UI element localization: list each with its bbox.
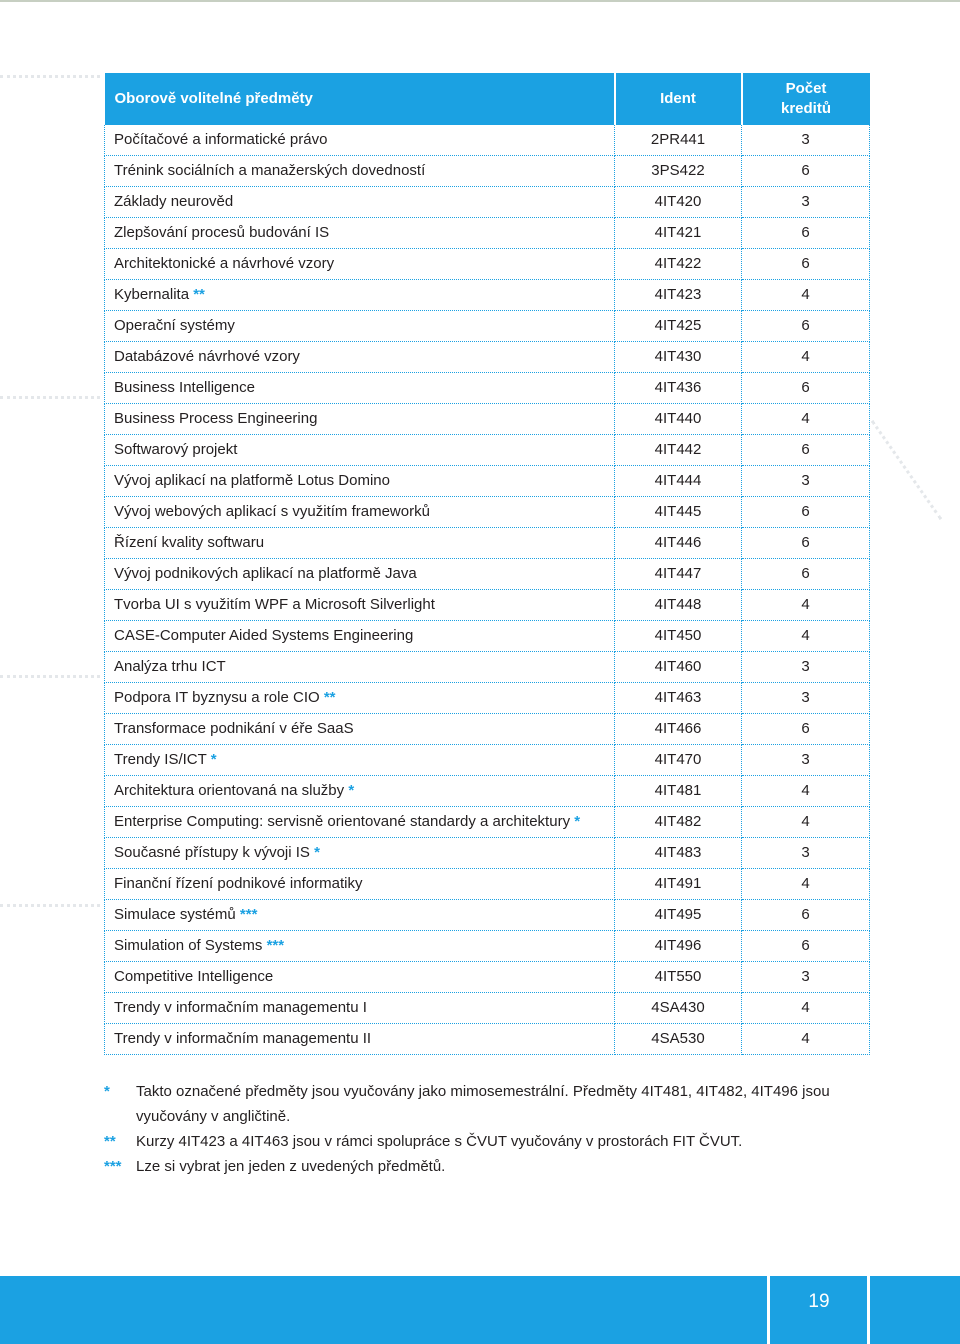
footnote-marker: *** — [104, 1158, 122, 1175]
course-name-cell — [105, 466, 615, 497]
table-row — [105, 838, 870, 869]
table-row — [105, 931, 870, 962]
course-credits: 6 — [742, 311, 870, 342]
course-ident: 4IT440 — [615, 404, 742, 435]
course-ident: 4IT448 — [615, 590, 742, 621]
course-name: Business Intelligence — [114, 379, 255, 396]
footnote-text: Lze si vybrat jen jeden z uvedených předmětů. — [136, 1158, 446, 1175]
footnote-marker: * — [574, 813, 581, 830]
footnote — [104, 1129, 834, 1154]
course-credits: 6 — [742, 218, 870, 249]
course-name-cell — [105, 590, 615, 621]
course-ident: 4IT481 — [615, 776, 742, 807]
table-row — [105, 714, 870, 745]
table-row — [105, 404, 870, 435]
course-ident: 4IT447 — [615, 559, 742, 590]
course-name-cell — [105, 776, 615, 807]
course-ident: 4IT466 — [615, 714, 742, 745]
course-ident: 4IT482 — [615, 807, 742, 838]
table-header-row — [105, 73, 870, 125]
course-ident: 4IT444 — [615, 466, 742, 497]
course-name: Trendy IS/ICT — [114, 751, 207, 768]
course-name-cell — [105, 869, 615, 900]
footnote-marker: * — [348, 782, 355, 799]
course-name: Simulation of Systems — [114, 937, 263, 954]
table-row — [105, 745, 870, 776]
course-credits: 4 — [742, 993, 870, 1024]
course-credits: 3 — [742, 187, 870, 218]
decorative-dots-right — [871, 420, 942, 520]
footnote — [104, 1154, 834, 1179]
column-header-credits: Počet kreditů — [742, 73, 870, 125]
course-name: Podpora IT byznysu a role CIO — [114, 689, 320, 706]
course-name: Zlepšování procesů budování IS — [114, 224, 330, 241]
course-credits: 4 — [742, 1024, 870, 1055]
course-name: Operační systémy — [114, 317, 235, 334]
footnote-text: Kurzy 4IT423 a 4IT463 jsou v rámci spolupráce s ČVUT vyučovány v prostorách FIT ČVUT. — [136, 1133, 743, 1150]
table-row — [105, 652, 870, 683]
table-row — [105, 311, 870, 342]
course-name: Business Process Engineering — [114, 410, 318, 427]
course-ident: 4IT450 — [615, 621, 742, 652]
course-name-cell — [105, 993, 615, 1024]
course-credits: 3 — [742, 683, 870, 714]
course-credits: 6 — [742, 373, 870, 404]
course-credits: 6 — [742, 435, 870, 466]
table-row — [105, 528, 870, 559]
course-name: Trénink sociálních a manažerských dovedností — [114, 162, 426, 179]
table-row — [105, 776, 870, 807]
table-row — [105, 559, 870, 590]
course-name: Vývoj podnikových aplikací na platformě Java — [114, 565, 417, 582]
course-name: Architektura orientovaná na služby — [114, 782, 345, 799]
table-row — [105, 962, 870, 993]
course-ident: 4SA430 — [615, 993, 742, 1024]
courses-table — [104, 73, 870, 1055]
course-ident: 4IT550 — [615, 962, 742, 993]
course-name-cell — [105, 156, 615, 187]
course-credits: 4 — [742, 590, 870, 621]
course-ident: 4IT446 — [615, 528, 742, 559]
course-name-cell — [105, 621, 615, 652]
course-name: Analýza trhu ICT — [114, 658, 226, 675]
course-credits: 6 — [742, 249, 870, 280]
course-ident: 4IT483 — [615, 838, 742, 869]
table-row — [105, 125, 870, 156]
course-credits: 3 — [742, 838, 870, 869]
course-name-cell — [105, 807, 615, 838]
course-name: Competitive Intelligence — [114, 968, 274, 985]
course-credits: 6 — [742, 714, 870, 745]
column-header-ident: Ident — [615, 73, 742, 125]
course-ident: 4IT463 — [615, 683, 742, 714]
course-ident: 4IT460 — [615, 652, 742, 683]
table-row — [105, 187, 870, 218]
table-row — [105, 621, 870, 652]
course-name-cell — [105, 373, 615, 404]
course-name-cell — [105, 249, 615, 280]
course-credits: 4 — [742, 280, 870, 311]
footnote-marker: ** — [323, 689, 336, 706]
footnote-marker: * — [210, 751, 217, 768]
table-row — [105, 869, 870, 900]
course-name: Současné přístupy k vývoji IS — [114, 844, 310, 861]
course-ident: 3PS422 — [615, 156, 742, 187]
course-name-cell — [105, 404, 615, 435]
course-name-cell — [105, 1024, 615, 1055]
table-row — [105, 435, 870, 466]
course-name-cell — [105, 497, 615, 528]
course-name-cell — [105, 218, 615, 249]
course-name-cell — [105, 435, 615, 466]
course-credits: 6 — [742, 497, 870, 528]
course-name-cell — [105, 311, 615, 342]
course-credits: 4 — [742, 621, 870, 652]
course-credits: 3 — [742, 962, 870, 993]
course-name-cell — [105, 900, 615, 931]
footer-divider-left — [767, 1276, 770, 1344]
course-name: Architektonické a návrhové vzory — [114, 255, 335, 272]
course-name: Trendy v informačním managementu I — [114, 999, 367, 1016]
course-credits: 4 — [742, 342, 870, 373]
course-credits: 3 — [742, 466, 870, 497]
course-ident: 4IT436 — [615, 373, 742, 404]
course-name: Finanční řízení podnikové informatiky — [114, 875, 363, 892]
course-name: Počítačové a informatické právo — [114, 131, 328, 148]
table-row — [105, 342, 870, 373]
course-credits: 6 — [742, 528, 870, 559]
course-name: Transformace podnikání v éře SaaS — [114, 720, 354, 737]
footnote-marker: *** — [239, 906, 258, 923]
table-row — [105, 249, 870, 280]
footnote-marker: ** — [104, 1133, 116, 1150]
course-name: Základy neurověd — [114, 193, 234, 210]
table-row — [105, 466, 870, 497]
course-name-cell — [105, 559, 615, 590]
course-ident: 4IT491 — [615, 869, 742, 900]
course-name: Tvorba UI s využitím WPF a Microsoft Silverlight — [114, 596, 435, 613]
table-row — [105, 807, 870, 838]
course-name: Softwarový projekt — [114, 441, 238, 458]
course-ident: 4IT496 — [615, 931, 742, 962]
course-ident: 4IT445 — [615, 497, 742, 528]
course-ident: 4SA530 — [615, 1024, 742, 1055]
course-name-cell — [105, 125, 615, 156]
course-name-cell — [105, 342, 615, 373]
course-credits: 6 — [742, 559, 870, 590]
course-name: Řízení kvality softwaru — [114, 534, 265, 551]
footnote-marker: * — [314, 844, 320, 861]
course-credits: 3 — [742, 125, 870, 156]
footnote-marker: ** — [193, 286, 205, 303]
top-rule — [0, 0, 960, 2]
course-name: CASE-Computer Aided Systems Engineering — [114, 627, 414, 644]
course-name: Enterprise Computing: servisně orientované standardy a architektury — [114, 813, 571, 830]
course-ident: 2PR441 — [615, 125, 742, 156]
course-ident: 4IT470 — [615, 745, 742, 776]
footer-divider-right — [867, 1276, 870, 1344]
course-ident: 4IT422 — [615, 249, 742, 280]
table-row — [105, 156, 870, 187]
course-credits: 4 — [742, 776, 870, 807]
course-credits: 4 — [742, 869, 870, 900]
table-row — [105, 590, 870, 621]
course-ident: 4IT430 — [615, 342, 742, 373]
course-ident: 4IT442 — [615, 435, 742, 466]
course-ident: 4IT420 — [615, 187, 742, 218]
course-credits: 6 — [742, 900, 870, 931]
course-name: Simulace systémů — [114, 906, 236, 923]
table-row — [105, 280, 870, 311]
course-ident: 4IT421 — [615, 218, 742, 249]
course-name-cell — [105, 187, 615, 218]
footnote-marker: * — [104, 1083, 110, 1100]
course-name: Kybernalita — [114, 286, 190, 303]
table-row — [105, 218, 870, 249]
decorative-dots-left-2 — [0, 396, 100, 399]
decorative-dots-left-1 — [0, 75, 100, 78]
course-credits: 3 — [742, 745, 870, 776]
course-name-cell — [105, 931, 615, 962]
course-name-cell — [105, 962, 615, 993]
course-ident: 4IT425 — [615, 311, 742, 342]
course-name-cell — [105, 652, 615, 683]
course-credits: 6 — [742, 156, 870, 187]
course-name: Vývoj aplikací na platformě Lotus Domino — [114, 472, 390, 489]
table-row — [105, 373, 870, 404]
footnotes — [104, 1079, 834, 1179]
course-ident: 4IT423 — [615, 280, 742, 311]
course-name: Databázové návrhové vzory — [114, 348, 300, 365]
column-header-name: Oborově volitelné předměty — [105, 73, 615, 125]
course-name-cell — [105, 683, 615, 714]
table-row — [105, 683, 870, 714]
footnote-text: Takto označené předměty jsou vyučovány jako mimosemestrální. Předměty 4IT481, 4IT482, 4IT496 jsou vyučovány v angličtině. — [136, 1083, 830, 1125]
page-number: 19 — [808, 1291, 830, 1312]
course-name: Vývoj webových aplikací s využitím frameworků — [114, 503, 430, 520]
course-credits: 4 — [742, 807, 870, 838]
table-row — [105, 497, 870, 528]
course-name: Trendy v informačním managementu II — [114, 1030, 372, 1047]
course-name-cell — [105, 714, 615, 745]
decorative-dots-left-3 — [0, 675, 100, 678]
course-credits: 3 — [742, 652, 870, 683]
course-credits: 4 — [742, 404, 870, 435]
course-name-cell — [105, 838, 615, 869]
course-credits: 6 — [742, 931, 870, 962]
table-row — [105, 993, 870, 1024]
table-body — [105, 125, 870, 1055]
course-ident: 4IT495 — [615, 900, 742, 931]
course-name-cell — [105, 528, 615, 559]
table-row — [105, 1024, 870, 1055]
footnote — [104, 1079, 834, 1129]
decorative-dots-left-4 — [0, 904, 100, 907]
footnote-marker: *** — [266, 937, 285, 954]
course-name-cell — [105, 745, 615, 776]
table-row — [105, 900, 870, 931]
course-name-cell — [105, 280, 615, 311]
